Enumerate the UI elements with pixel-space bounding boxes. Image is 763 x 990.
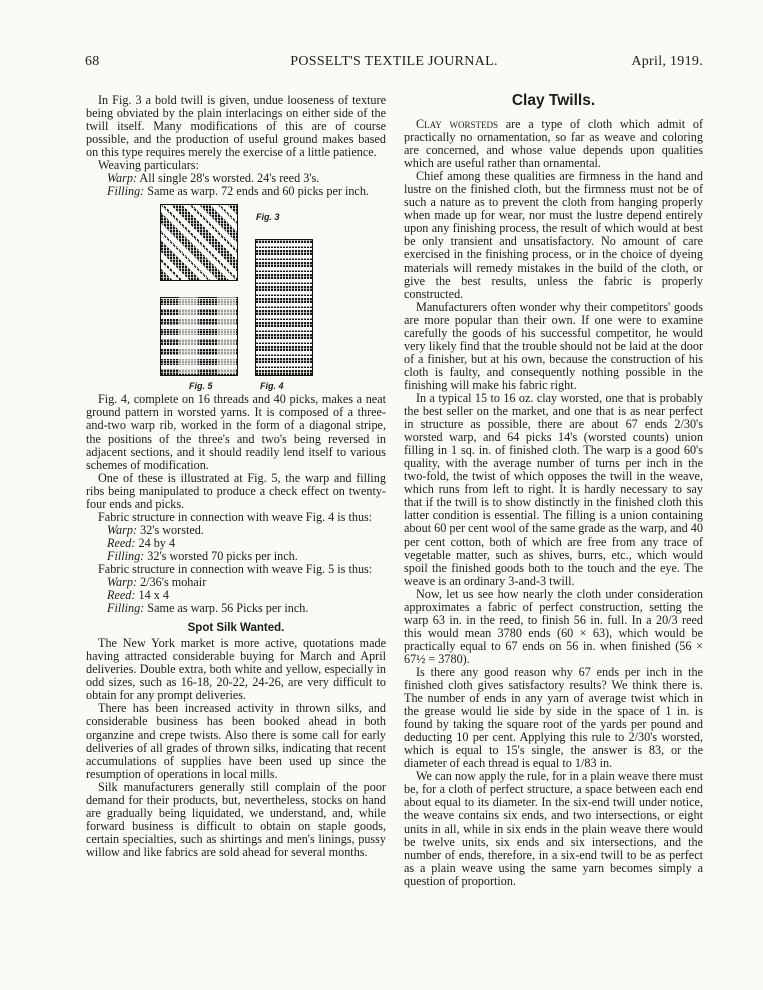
spec-value: 32's worsted. (137, 522, 204, 537)
clay-paragraph-6: Is there any good reason why 67 ends per inch in the finished cloth gives satisfactory results? We think there is. The number of ends in any yarn of average twist which in the grease would lie side by side in the space of 1 in. is found by taking the square root of the yards per pound and deducting 10 per cent. Applying this rule to 2/30's worsted, which is equal to 15's single, the answer is 83, or the diameter of each thread is equal to 1/83 in. (404, 664, 703, 771)
spec-label: Warp: (107, 171, 138, 186)
fig3-weave-diagram (160, 204, 238, 281)
fig4-structure-paragraph: Fabric structure in connection with weave Fig. 4 is thus: (98, 509, 373, 524)
spot-silk-paragraph-1: The New York market is more active, quotations made having attracted considerable buying for March and April deliveries. Double extra, both white and yellow, especially in odd sizes, such as 16-18, 20-22, 24-26, are very difficult to obtain for any prompt deliveries. (86, 636, 386, 703)
page-header (85, 54, 703, 74)
clay-paragraph-7: We can now apply the rule, for in a plain weave there must be, for a cloth of perfect structure, a space between each end about equal to its diameter. In the six-end twill under notice, the weave contains six ends, and two intersections, or eight units in all, while in six ends in the plain weave there would be twelve units, six ends and six intersections, and the number of ends, therefore, in a six-end twill to be as perfect as a plain weave using the same yarn becomes simply a question of proportion. (404, 769, 704, 888)
left-column (86, 94, 386, 859)
clay-twills-heading: Clay Twills. (511, 92, 596, 109)
spot-silk-heading: Spot Silk Wanted. (187, 622, 285, 635)
right-column (404, 92, 703, 888)
spec-label: Reed: (107, 535, 136, 550)
spec-filling-fig3 (107, 185, 386, 198)
page-number: 68 (85, 54, 100, 69)
fig5-paragraph: One of these is illustrated at Fig. 5, the warp and filling ribs being manipulated to produce a check effect on twenty-four ends and picks. (86, 470, 386, 511)
weaving-particulars-label: Weaving particulars: (98, 158, 199, 173)
journal-title: POSSELT'S TEXTILE JOURNAL. (290, 54, 498, 69)
weave-figures (86, 204, 386, 391)
spec-value: 14 x 4 (135, 588, 169, 603)
spot-silk-paragraph-2: There has been increased activity in thrown silks, and considerable business has been booked ahead in both organzine and crepe twists. Also there is some call for early deliveries of all grades of thrown silks, indicating that recent accumulations of supplies have been used up since the resumption of operations in local mills. (86, 701, 386, 781)
spec-value: 24 by 4 (135, 535, 176, 550)
spec-value: All single 28's worsted. 24's reed 3's. (137, 171, 320, 186)
spec-label: Filling: (107, 184, 145, 199)
fig5-caption: Fig. 5 (189, 381, 213, 392)
spec-value: 32's worsted 70 picks per inch. (144, 548, 298, 563)
fig5-check-overlay (160, 297, 236, 374)
spec-label: Filling: (107, 548, 145, 563)
spec-value: Same as warp. 72 ends and 60 picks per inch. (144, 184, 369, 199)
clay-paragraph-5: Now, let us see how nearly the cloth under consideration approximates a fabric of perfect construction, setting the warp 63 in. in the reed, to finish 56 in. full. In a 20/3 reed this would mean 3780 ends (60 × 63), which would be practically equal to 67 ends on 56 in. when finished (56 × 67½ = 3780). (404, 586, 703, 666)
lead-small-caps: Clay worsteds (416, 117, 498, 131)
spec-label: Warp: (107, 522, 138, 537)
clay-paragraph-1 (404, 118, 703, 170)
spec-value: Same as warp. 56 Picks per inch. (144, 601, 309, 616)
clay-paragraph-4: In a typical 15 to 16 oz. clay worsted, one that is probably the best seller on the market, and one that is as near perfect in structure as possible, there are about 67 ends 2/30's worsted warp, and 64 picks 14's (worsted counts) union filling in 1 sq. in. of finished cloth. The warp is a good 60's quality, with the average number of turns per inch in the two-fold, the twist of which opposes the twill in the weave, which runs from left to right. It is hardly necessary to say that if the twill is to show distinctly in the finished cloth this latter condition is essential. The filling is a union containing about 60 per cent wool of the same grade as the warp, and 40 per cent cotton, both of which are free from any trace of vegetable matter, such as shives, burrs, etc., which would spoil the finished goods both to the touch and the eye. The weave is an ordinary 3-and-3 twill. (404, 390, 703, 588)
fig3-caption: Fig. 3 (256, 212, 280, 223)
spec-label: Reed: (107, 588, 136, 603)
fig4-weave-diagram (255, 239, 313, 376)
issue-date: April, 1919. (631, 54, 703, 69)
spot-silk-paragraph-3: Silk manufacturers generally still complain of the poor demand for their products, but, nevertheless, stocks on hand are gradually being liquidated, we understand, and, while forward business is difficult to obtain on staple goods, certain specialties, such as shirtings and men's linings, pussy willow and like fabrics are sold ahead for several months. (86, 779, 386, 859)
fig5-structure-paragraph: Fabric structure in connection with weave Fig. 5 is thus: (98, 561, 373, 576)
fig4-caption: Fig. 4 (260, 381, 284, 392)
spec-filling-fig5 (107, 602, 386, 615)
clay-paragraph-2: Chief among these qualities are firmness in the hand and lustre on the finished cloth, but the firmness must not be of such a nature as to prevent the cloth from hanging properly when made up for wear, nor must the lustre depend entirely upon any finishing process, the result of which would at best be only transient and unsatisfactory. No amount of care exercised in the finishing process, or in the choice of dyeing materials will remedy mistakes in the build of the cloth, or give the best results, unless the fabric is properly constructed. (404, 169, 703, 301)
fig4-paragraph: Fig. 4, complete on 16 threads and 40 picks, makes a neat ground pattern in worsted yarns. It is composed of a three-and-two warp rib, worked in the form of a diagonal stripe, the positions of the three's and two's being reversed in adjacent sections, and it should readily lend itself to various schemes of modification. (86, 392, 386, 472)
spec-label: Filling: (107, 601, 145, 616)
spec-value: 2/36's mohair (137, 575, 207, 590)
spec-label: Warp: (107, 575, 138, 590)
clay-paragraph-3: Manufacturers often wonder why their competitors' goods are more popular than their own. If one were to examine carefully the goods of his successful competitor, he would very likely find that the trouble should not be laid at the door of a finisher, but at his own, because the construction of his cloth is faulty, and consequently nothing possible in the finishing will make his fabric right. (404, 299, 703, 392)
clay-paragraph-1-text: are a type of cloth which admit of practically no ornamentation, so far as weave and coloring are concerned, and whose value depends upon qualities which are useful rather than ornamental. (404, 117, 703, 171)
intro-paragraph: In Fig. 3 a bold twill is given, undue looseness of texture being obviated by the plain interlacings on either side of the twill itself. Many modifications of this are of course possible, and the production of useful ground makes based on this type requires merely the exercise of a little patience. (86, 93, 386, 160)
